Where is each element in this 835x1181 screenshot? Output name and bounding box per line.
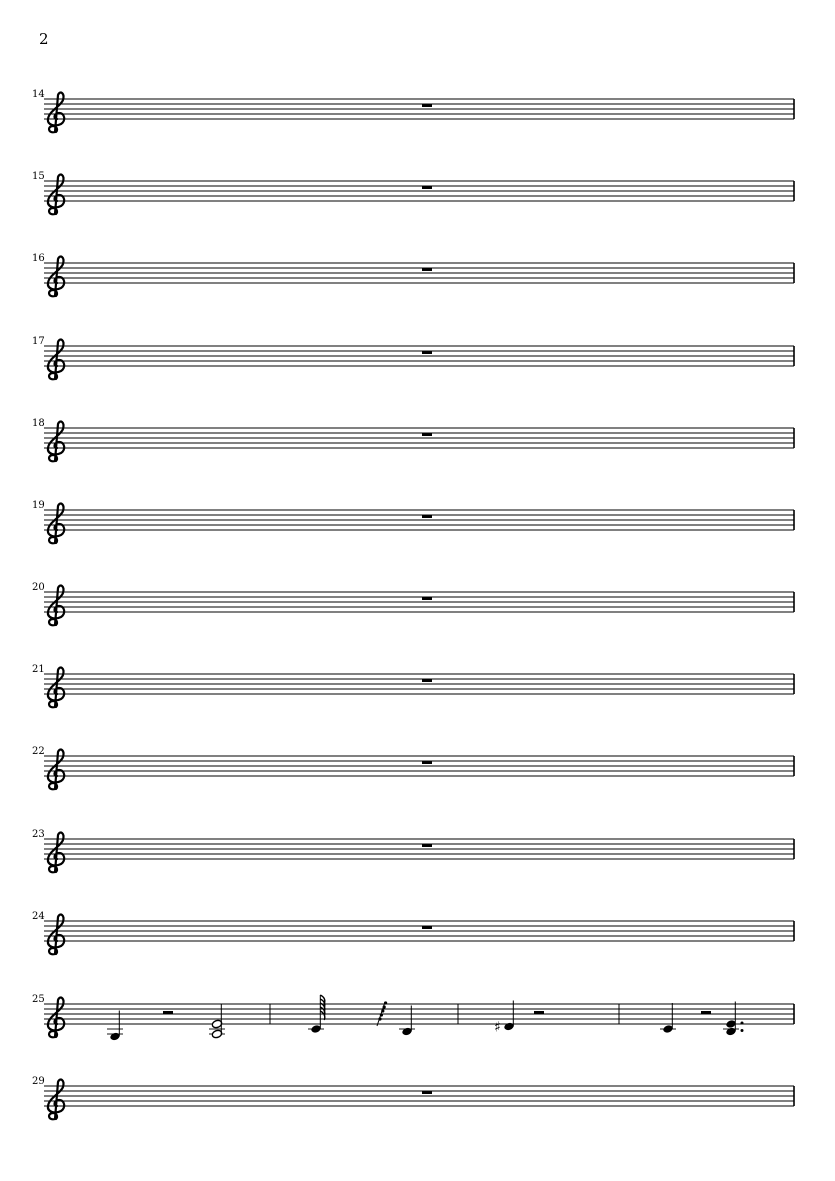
measure-number: 29 bbox=[32, 1076, 45, 1087]
treble-clef-icon bbox=[48, 586, 64, 626]
staff-system bbox=[32, 1076, 794, 1119]
measure-number: 25 bbox=[32, 994, 45, 1005]
measure-number: 19 bbox=[32, 500, 45, 511]
staff-system bbox=[32, 746, 794, 789]
staff-system bbox=[32, 500, 794, 543]
treble-clef-icon bbox=[48, 93, 64, 133]
treble-clef-icon bbox=[48, 833, 64, 873]
staff-system bbox=[32, 994, 794, 1041]
whole-rest bbox=[422, 679, 432, 682]
measure-number: 22 bbox=[32, 746, 45, 757]
treble-clef-icon bbox=[48, 422, 64, 462]
staff-system bbox=[32, 911, 794, 954]
measure-number: 21 bbox=[32, 664, 45, 675]
treble-clef-icon bbox=[48, 257, 64, 297]
measure-number: 24 bbox=[32, 911, 45, 922]
half-rest bbox=[701, 1011, 711, 1014]
staff-system bbox=[32, 336, 794, 379]
staff-system bbox=[32, 418, 794, 461]
whole-rest bbox=[422, 433, 432, 436]
treble-clef-icon bbox=[48, 998, 64, 1038]
treble-clef-icon bbox=[48, 1080, 64, 1120]
whole-rest bbox=[422, 104, 432, 107]
rest-dot bbox=[384, 1001, 387, 1004]
whole-rest bbox=[422, 515, 432, 518]
whole-rest bbox=[422, 597, 432, 600]
half-rest bbox=[534, 1011, 544, 1014]
page-number: 2 bbox=[39, 30, 49, 48]
whole-rest bbox=[422, 186, 432, 189]
staff-system bbox=[32, 664, 794, 707]
rest-dot bbox=[378, 1017, 381, 1020]
measure-number: 16 bbox=[32, 253, 45, 264]
treble-clef-icon bbox=[48, 175, 64, 215]
whole-rest bbox=[422, 761, 432, 764]
treble-clef-icon bbox=[48, 340, 64, 380]
measure-number: 17 bbox=[32, 336, 45, 347]
measure-number: 15 bbox=[32, 171, 45, 182]
treble-clef-icon bbox=[48, 915, 64, 955]
whole-rest bbox=[422, 1091, 432, 1094]
measure-number: 23 bbox=[32, 829, 45, 840]
sharp-icon: ♯ bbox=[494, 1019, 501, 1036]
augmentation-dot bbox=[741, 1022, 744, 1025]
whole-rest bbox=[422, 268, 432, 271]
staff-system bbox=[32, 171, 794, 214]
measure-number: 18 bbox=[32, 418, 45, 429]
half-rest bbox=[163, 1011, 173, 1014]
rest-dot bbox=[383, 1005, 386, 1008]
measure-number: 20 bbox=[32, 582, 45, 593]
staff-system bbox=[32, 89, 794, 132]
staff-system bbox=[32, 253, 794, 296]
treble-clef-icon bbox=[48, 668, 64, 708]
measure-number: 14 bbox=[32, 89, 45, 100]
whole-rest bbox=[422, 926, 432, 929]
rest-dot bbox=[381, 1009, 384, 1012]
staff-system bbox=[32, 582, 794, 625]
treble-clef-icon bbox=[48, 504, 64, 544]
whole-rest bbox=[422, 844, 432, 847]
whole-rest bbox=[422, 351, 432, 354]
staff-system bbox=[32, 829, 794, 872]
augmentation-dot bbox=[741, 1029, 744, 1032]
treble-clef-icon bbox=[48, 750, 64, 790]
rest-dot bbox=[380, 1013, 383, 1016]
